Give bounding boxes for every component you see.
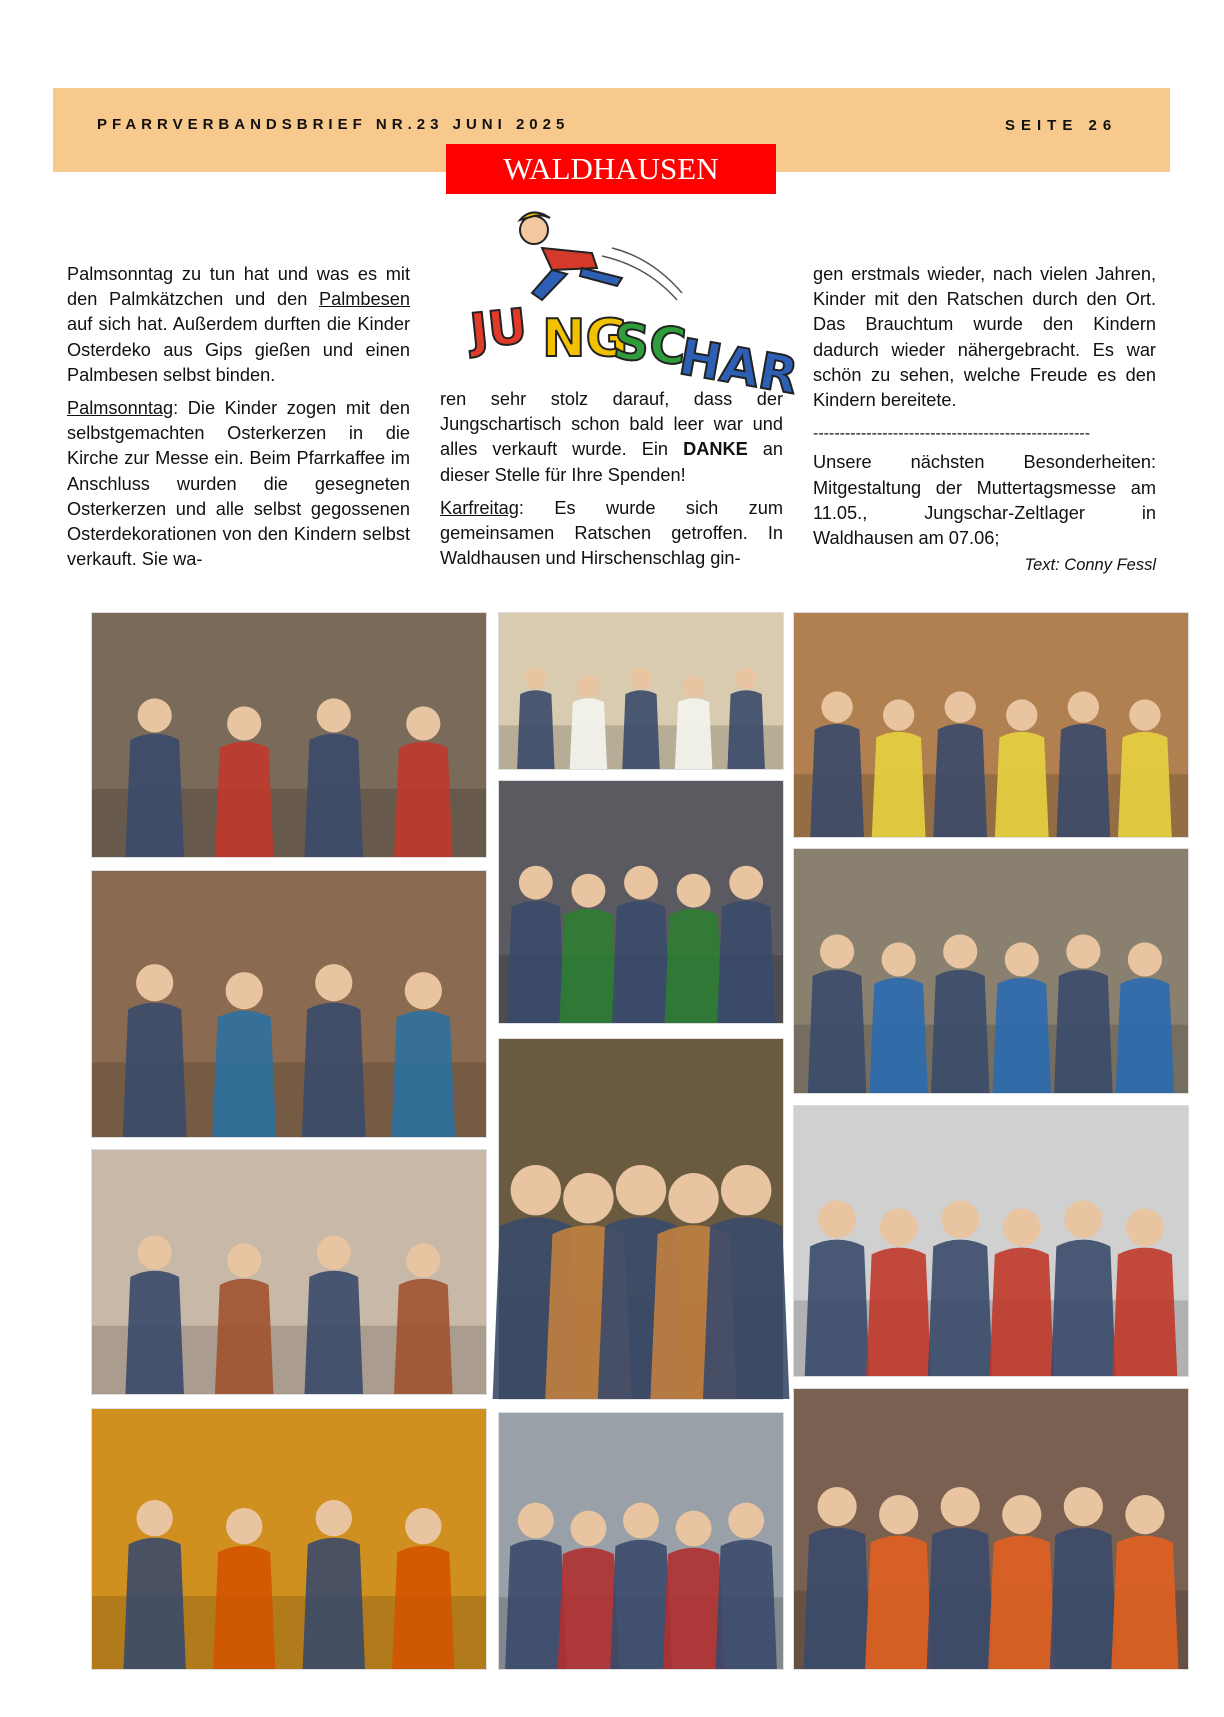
text-column-1 — [67, 262, 410, 580]
paragraph: gen erstmals wieder, nach vielen Jahren, Kinder mit den Ratschen durch den Ort. Das Brauchtum wurde den Kindern dadurch wieder nähergebracht. Es war schön zu sehen, welche Freude es den Kindern bereitete. — [813, 264, 1156, 411]
photo-star-singers-snow — [91, 1149, 487, 1395]
photo-church-children — [91, 870, 487, 1138]
paragraph: Palmsonntag: Die Kinder zogen mit den selbstgemachten Osterkerzen in die Kirche zur Messe ein. Beim Pfarrkaffee im Anschluss wurden die gesegneten Osterkerzen und alle selbst gegossenen Osterdekorationen von den Kindern selbst verkauft. Sie wa- — [67, 398, 410, 570]
svg-text:JU: JU — [467, 298, 530, 360]
newsletter-title: PFARRVERBANDSBRIEF NR.23 JUNI 2025 — [97, 116, 570, 133]
photo-group-room-scarves — [793, 612, 1189, 838]
text-column-2 — [440, 387, 783, 579]
palmsonntag-label: Palmsonntag — [67, 398, 174, 419]
text-column-3 — [813, 262, 1156, 578]
photo-easter-candles — [498, 612, 784, 770]
svg-text:NG: NG — [542, 309, 629, 369]
divider-line: ---------------------------------------------------- — [813, 425, 1091, 443]
paragraph: Karfreitag: Es wurde sich zum gemeinsamen Ratschen getroffen. In Waldhausen und Hirschenschlag gin- — [440, 497, 783, 569]
photo-palm-sunday-group — [91, 612, 487, 858]
underlined-word: Palmbesen — [319, 289, 410, 310]
photo-street-children — [793, 848, 1189, 1094]
svg-text:HAR: HAR — [674, 327, 803, 406]
svg-text:SC: SC — [610, 312, 689, 377]
photo-family-easter-tree — [498, 780, 784, 1024]
paragraph: Palmsonntag zu tun hat und was es mit den Palmkätzchen und den Palmbesen auf sich hat. Außerdem durften die Kinder Osterdeko aus Gips gießen und einen Palmbesen selbst binden. — [67, 264, 410, 385]
text-credit: Text: Conny Fessl — [1024, 556, 1156, 575]
section-title: WALDHAUSEN — [446, 144, 776, 194]
photo-star-singers-crowns — [793, 1105, 1189, 1377]
karfreitag-label: Karfreitag — [440, 497, 519, 518]
photo-star-singers-garage — [91, 1408, 487, 1670]
jungschar-logo-icon — [467, 208, 803, 406]
paragraph: ren sehr stolz darauf, dass der Jungschartisch schon bald leer war und alles verkauft wurde. Ein DANKE an dieser Stelle für Ihre Spenden! — [440, 389, 783, 485]
photo-star-singers-street — [498, 1412, 784, 1670]
photo-children-ratschen — [498, 1038, 784, 1400]
danke-bold: DANKE — [683, 439, 748, 460]
page-number: SEITE 26 — [1005, 117, 1118, 134]
paragraph: Unsere nächsten Besonderheiten: Mitgestaltung der Muttertagsmesse am 11.05., Jungschar-Zeltlager in Waldhausen am 07.06; — [813, 452, 1156, 549]
photo-star-singers-door — [793, 1388, 1189, 1670]
